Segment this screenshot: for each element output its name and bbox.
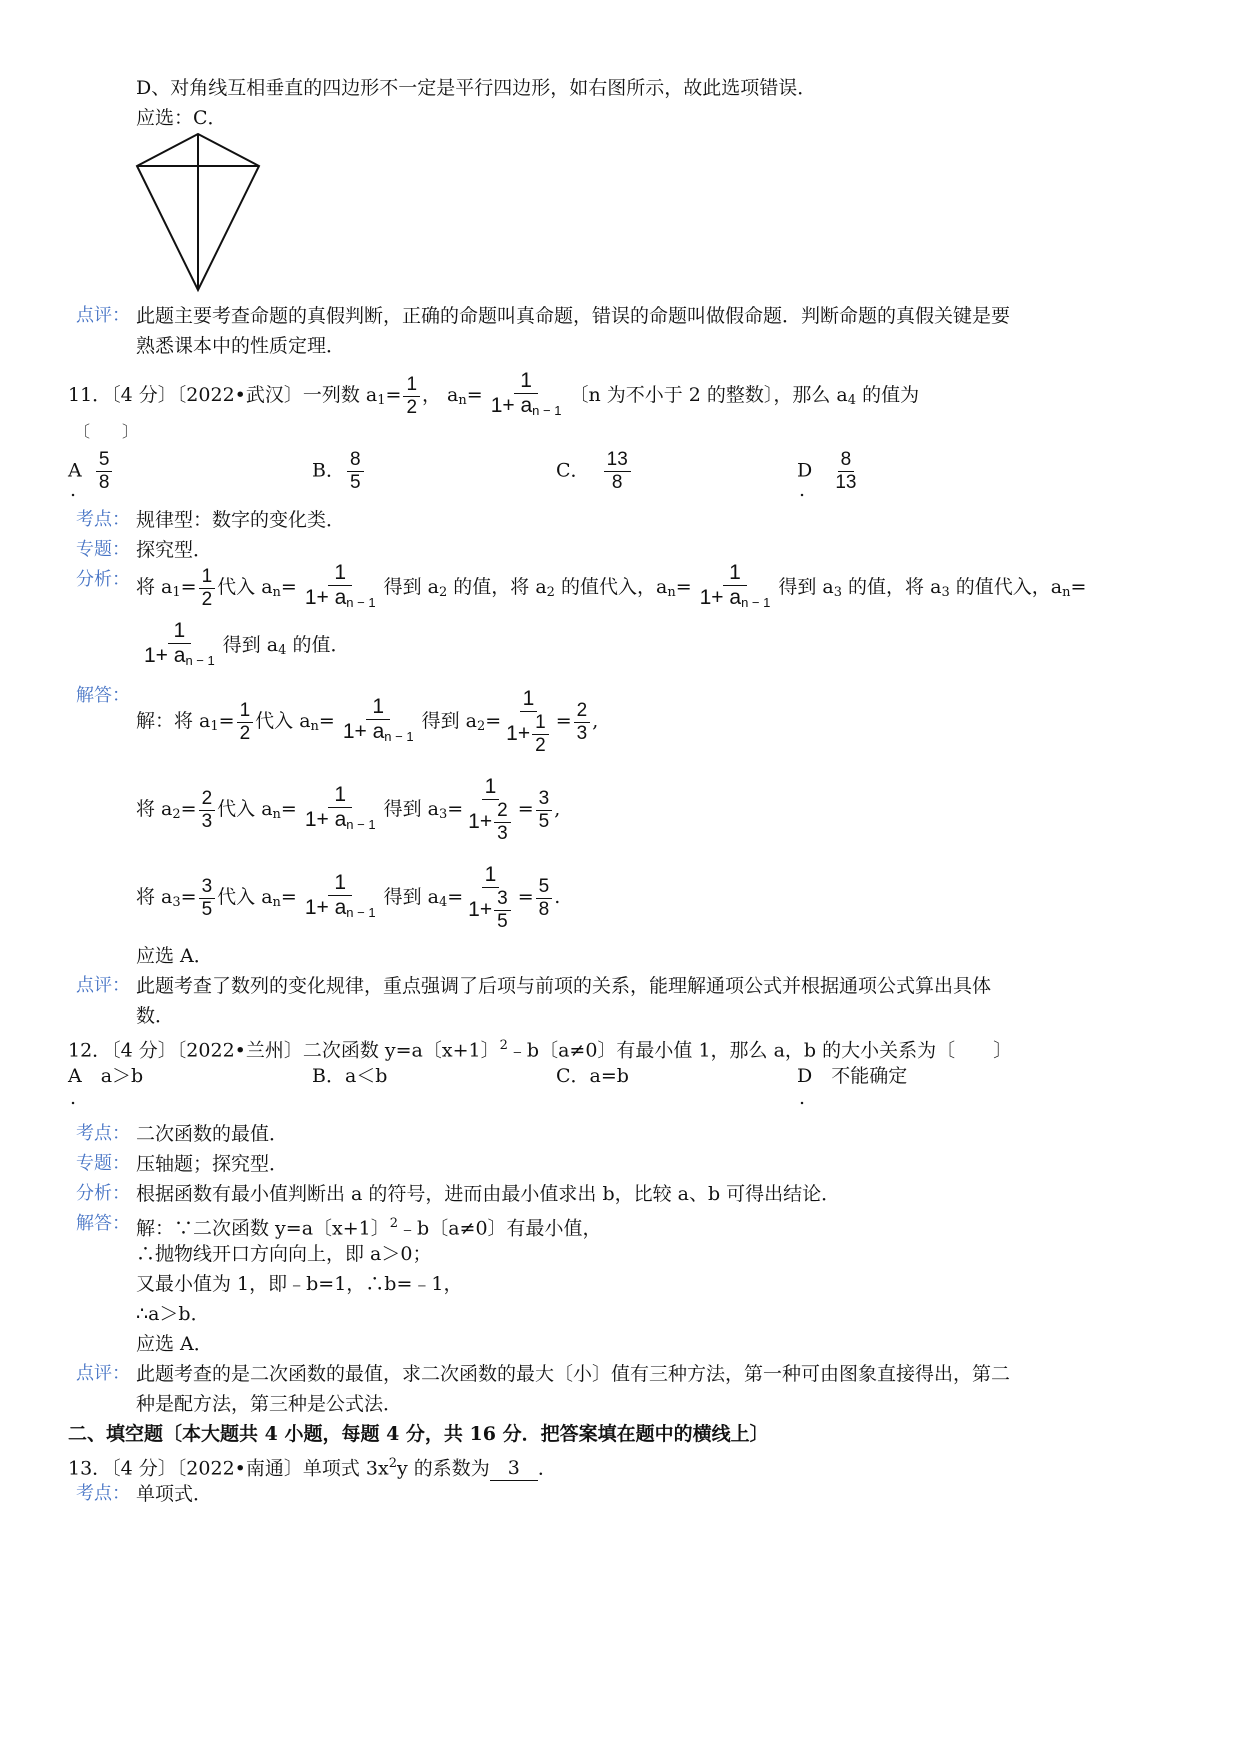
- q11-dianping-line-2: 数．: [136, 1005, 175, 1027]
- frac-recurrence: $\frac{1}{1+ a_{n - 1}}$: [490, 369, 562, 418]
- q12-jieda-line-4: ∴a＞b．: [136, 1303, 210, 1325]
- q11-fenxi-line-1: 将 $a_1=$ $\frac{1}{2}$ 代入 $a_n=$ $\frac{1}{1+ a_{n - 1}}$ 得到 $a_2$ 的值，将 $a_2$ 的值代入，$a_n=$ $\frac{1}{1+ a_{n - 1}}$ 得到 $a_3$ 的值，将 $a_3$ 的值代入，$a_n=$: [136, 561, 1087, 610]
- q11-jieda-label: 解答：: [76, 685, 130, 706]
- q12-option-b[interactable]: B．a＜b: [312, 1065, 388, 1087]
- q11-kaodian: 规律型：数字的变化类．: [136, 509, 346, 531]
- prev-option-d-line: D、对角线互相垂直的四边形不一定是平行四边形，如右图所示，故此选项错误．: [136, 77, 817, 99]
- q11-option-b[interactable]: B． $\frac{8}{5}$: [312, 450, 366, 493]
- kite-figure: [134, 132, 262, 294]
- q12-jieda-label: 解答：: [76, 1213, 130, 1234]
- q12-option-d-dot: .: [799, 1087, 806, 1109]
- q12-fenxi: 根据函数有最小值判断出 a 的符号，进而由最小值求出 b，比较 a、b 可得出结论．: [136, 1183, 841, 1205]
- prev-answer: 应选：C．: [136, 107, 227, 129]
- q12-dianping-line-2: 种是配方法，第三种是公式法．: [136, 1393, 403, 1415]
- review-line-2: 熟悉课本中的性质定理．: [136, 335, 346, 357]
- q11-jieda-step-1: 解：将 $a_1=$ $\frac{1}{2}$ 代入 $a_n=$ $\frac{1}{1+ a_{n - 1}}$ 得到 $a_2=$ 1 1+ $\frac{1}{2}$ = $\frac{2}{3}$ ,: [136, 687, 599, 756]
- review-line-1: 此题主要考查命题的真假判断，正确的命题叫真命题，错误的命题叫做假命题．判断命题的真假关键是要: [136, 305, 1011, 327]
- q12-jieda-line-2: ∴抛物线开口方向向上，即 a＞0；: [136, 1243, 432, 1265]
- q13-stem: 13．〔4 分〕〔2022•南通〕单项式 $3x^2y$ 的系数为 3 ．: [68, 1456, 557, 1480]
- q11-kaodian-label: 考点：: [76, 509, 130, 530]
- q12-zhuanti: 压轴题；探究型．: [136, 1153, 289, 1175]
- q11-option-a-dot: .: [70, 479, 77, 501]
- q13-kaodian: 单项式．: [136, 1483, 213, 1505]
- q11-dianping-line-1: 此题考查了数列的变化规律，重点强调了后项与前项的关系，能理解通项公式并根据通项公式算出具体: [136, 975, 992, 997]
- q12-fenxi-label: 分析：: [76, 1183, 130, 1204]
- frac-1-2: $\frac{1}{2}$: [403, 375, 420, 418]
- q12-kaodian-label: 考点：: [76, 1123, 130, 1144]
- review-label: 点评：: [76, 305, 130, 326]
- q12-kaodian: 二次函数的最值．: [136, 1123, 289, 1145]
- q12-answer: 应选 A．: [136, 1333, 213, 1355]
- q11-option-a[interactable]: A $\frac{5}{8}$: [68, 450, 114, 493]
- q11-option-c[interactable]: C． $\frac{13}{8}$: [556, 450, 633, 493]
- q13-answer-blank[interactable]: 3: [490, 1456, 538, 1481]
- q12-option-c[interactable]: C．a=b: [556, 1065, 629, 1087]
- q11-jieda-step-3: 将 $a_3=$ $\frac{3}{5}$ 代入 $a_n=$ $\frac{1}{1+ a_{n - 1}}$ 得到 $a_4=$ 1 1+ $\frac{3}{5}$ = $\frac{5}{8}$ .: [136, 863, 561, 932]
- q12-option-d[interactable]: D 不能确定: [797, 1065, 908, 1087]
- q12-jieda-line-3: 又最小值为 1，即﹣b=1，∴b=﹣1，: [136, 1273, 463, 1295]
- q11-jieda-step-2: 将 $a_2=$ $\frac{2}{3}$ 代入 $a_n=$ $\frac{1}{1+ a_{n - 1}}$ 得到 $a_3=$ 1 1+ $\frac{2}{3}$ = $\frac{3}{5}$ ,: [136, 775, 561, 844]
- section-2-title: 二、填空题〔本大题共 4 小题，每题 4 分，共 16 分．把答案填在题中的横线上〕: [68, 1423, 769, 1445]
- q11-stem: 11．〔4 分〕〔2022•武汉〕一列数 $a_1=$ $\frac{1}{2}$ ， $a_n=$ $\frac{1}{1+ a_{n - 1}}$ 〔n 为不小于 2 的整数〕，那么 $a_4$ 的值为: [68, 370, 919, 426]
- q12-dianping-line-1: 此题考查的是二次函数的最值，求二次函数的最大〔小〕值有三种方法，第一种可由图象直接得出，第二: [136, 1363, 1011, 1385]
- q11-fenxi-line-2: $\frac{1}{1+ a_{n - 1}}$ 得到 $a_4$ 的值．: [144, 619, 350, 668]
- q11-zhuanti: 探究型．: [136, 539, 213, 561]
- q11-answer: 应选 A．: [136, 945, 213, 967]
- q11-paren: 〔 〕: [74, 422, 139, 441]
- q11-dianping-label: 点评：: [76, 975, 130, 996]
- q12-option-a[interactable]: A a＞b: [68, 1065, 144, 1087]
- q11-fenxi-label: 分析：: [76, 569, 130, 590]
- q13-kaodian-label: 考点：: [76, 1483, 130, 1504]
- q12-zhuanti-label: 专题：: [76, 1153, 130, 1174]
- q11-zhuanti-label: 专题：: [76, 539, 130, 560]
- q12-option-a-dot: .: [70, 1087, 77, 1109]
- q12-jieda-line-1: 解：∵二次函数 y=a〔x+1〕$^2$﹣b〔a≠0〕有最小值，: [136, 1216, 602, 1240]
- q11-option-d[interactable]: D $\frac{8}{13}$: [797, 449, 857, 493]
- q12-stem: 12．〔4 分〕〔2022•兰州〕二次函数 y=a〔x+1〕$^2$﹣b〔a≠0〕有最小值 1，那么 a，b 的大小关系为〔 〕: [68, 1038, 1013, 1062]
- q11-option-d-dot: .: [799, 479, 806, 501]
- q12-dianping-label: 点评：: [76, 1363, 130, 1384]
